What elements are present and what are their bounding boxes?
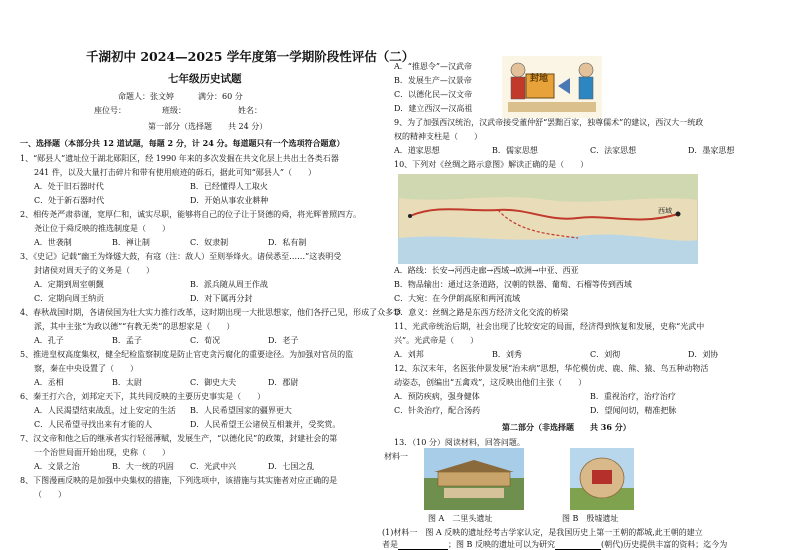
q11-option-a: A．刘邦 <box>394 350 424 359</box>
seat-line: 座位号： 班级： 姓名： <box>94 106 262 115</box>
q9-option-c: C．法家思想 <box>590 146 637 155</box>
q1-stem-2: 241 件，以及大量打击碎片和带有使用痕迹的砾石，据此可知“郧县人”（ ） <box>34 168 316 177</box>
q4-option-a: A．孔子 <box>34 336 64 345</box>
q12-option-b: B．重视治疗，治疗治疗 <box>590 392 676 401</box>
q3-option-b: B．派兵随从周王作战 <box>190 280 268 289</box>
q10-option-d: D．意义：丝绸之路是东西方经济文化交流的桥梁 <box>394 308 569 317</box>
q7-option-d: D．七国之乱 <box>268 462 315 471</box>
part1-heading: 第一部分（选择题 共 24 分） <box>148 122 268 131</box>
silk-road-map <box>398 174 698 264</box>
q11-stem-2: 兴”。光武帝是（ ） <box>394 336 479 345</box>
q12-stem-2: 动姿态，创编出“五禽戏”，这反映出他们主张（ ） <box>394 378 587 387</box>
q3-stem-1: 3、《史记》记载“幽王为烽燧大鼓，有寇（注：敌人）至则举烽火。诸侯悉至……”这表明受 <box>20 252 342 261</box>
q5-option-d: D．郡尉 <box>268 378 299 387</box>
q8-stem-2: （ ） <box>34 490 66 499</box>
exam-title: 千湖初中 2024—2025 学年度第一学期阶段性评估（二） <box>86 49 415 64</box>
q3-stem-2: 封诸侯对周天子的义务是（ ） <box>34 266 154 275</box>
q5-option-c: C．御史大夫 <box>190 378 237 387</box>
q8-option-b: B．发展生产—汉景帝 <box>394 76 472 85</box>
q13-question-1b-part3: (朝代)历史提供丰富的资料；迄今为 <box>600 540 728 549</box>
erlitou-photo <box>424 448 524 510</box>
q2-option-a: A．世袭制 <box>34 238 72 247</box>
q3-option-c: C．定期向周王纳贡 <box>34 294 105 303</box>
q6-option-c: C．人民希望寻找出来有才能的人 <box>34 420 153 429</box>
author-line: 命题人：张文婷 满分：60 分 <box>118 92 243 101</box>
q13-question-1b-part1: 者是 <box>382 540 398 549</box>
q11-option-d: D．刘协 <box>688 350 719 359</box>
q11-option-c: C．刘彻 <box>590 350 621 359</box>
q8-option-c: C．以德化民—汉文帝 <box>394 90 473 99</box>
q12-option-d: D．望闻问切，精准把脉 <box>590 406 677 415</box>
cartoon-image <box>502 56 602 118</box>
right-column <box>382 0 794 550</box>
q10-stem-1: 10、下列对《丝绸之路示意图》解读正确的是（ ） <box>394 160 589 169</box>
q11-option-b: B．刘秀 <box>492 350 522 359</box>
q9-option-d: D．墨家思想 <box>688 146 735 155</box>
q3-option-a: A．定期到周室朝觐 <box>34 280 104 289</box>
q6-option-d: D．人民希望王公诸侯互相兼并，受奖赏。 <box>190 420 341 429</box>
exam-subtitle: 七年级历史试题 <box>168 73 242 85</box>
q1-stem-1: 1、“郧县人”遗址位于湖北郧阳区，经 1990 年来的多次发掘在共文化层上共出土各类石器 <box>20 154 339 163</box>
q5-option-a: A．丞相 <box>34 378 64 387</box>
q7-stem-1: 7、汉文帝和他之后的继承者实行轻徭薄赋，发展生产，“以德化民”的政策，封建社会的第 <box>20 434 338 443</box>
q4-option-d: D．老子 <box>268 336 299 345</box>
q2-stem-2: 尧让位于舜反映的推选制度是（ ） <box>34 224 170 233</box>
q7-option-c: C．光武中兴 <box>190 462 237 471</box>
q4-option-c: C．荀况 <box>190 336 221 345</box>
material-label: 材料一 <box>384 452 408 461</box>
q12-option-c: C．针灸治疗，配合汤药 <box>394 406 481 415</box>
q9-option-a: A．道家思想 <box>394 146 440 155</box>
q6-option-b: B．人民希望国家的疆界更大 <box>190 406 292 415</box>
q5-stem-1: 5、推进皇权高度集权，健全纪检监察制度是防止官吏贪污腐化的重要途径。为加强对官员的监 <box>20 350 354 359</box>
q4-stem-2: 派，其中主张“为政以德”“有教无类”的思想家是（ ） <box>34 322 235 331</box>
q2-option-b: B．禅让制 <box>112 238 150 247</box>
q6-option-a: A．人民渴望结束战乱，过上安定的生活 <box>34 406 176 415</box>
q2-option-d: D．私有制 <box>268 238 307 247</box>
map-region-label: 西域 <box>658 207 672 215</box>
q12-stem-1: 12、东汉末年，名医张仲景发展“治未病”思想，华佗模仿虎、鹿、熊、猿、鸟五种动物活 <box>394 364 709 373</box>
q9-stem-2: 权的精神支柱是（ ） <box>394 132 482 141</box>
q13-question-1b <box>382 540 727 550</box>
q2-stem-1: 2、相传尧严肃恭谨，宽厚仁和，诚实尽职，能够将自己的位子让于贤德的舜，将光辉普照四方。 <box>20 210 362 219</box>
q4-stem-1: 4、春秋战国时期，各诸侯国为壮大实力推行改革，这时期出现一大批思想家，他们各抒己见，形成了众多学 <box>20 308 402 317</box>
q9-stem-1: 9、为了加强西汉统治，汉武帝接受董仲舒“罢黜百家，独尊儒术”的建议，西汉大一统政 <box>394 118 704 127</box>
q10-option-c: C．大宛：在今伊朗高原和两河流域 <box>394 294 521 303</box>
yinxu-photo <box>570 448 634 510</box>
q13-stem: 13．（10 分）阅读材料，回答问题。 <box>394 438 525 447</box>
q10-option-a: A．路线：长安→河西走廊→西域→欧洲→中亚、西亚 <box>394 266 579 275</box>
q1-option-b: B．已经懂得人工取火 <box>190 182 268 191</box>
q6-stem-1: 6、秦王打六合，刘邦定天下，其共同反映的主要历史事实是（ ） <box>20 392 266 401</box>
q12-option-a: A．预防疾病，强身健体 <box>394 392 480 401</box>
q8-stem-1: 8、下图漫画反映的是加强中央集权的措施，下列选项中，该措施与其实施者对应正确的是 <box>20 476 338 485</box>
part1-instructions: 一、选择题（本部分共 12 道试题，每题 2 分，计 24 分。每道题只有一个选项符合题意） <box>20 138 345 148</box>
q13-question-1b-part2: ；图 B 反映的遗址可以为研究 <box>448 540 555 549</box>
cartoon-label: 封地 <box>530 74 549 84</box>
q7-option-b: B．大一统的巩固 <box>112 462 174 471</box>
part2-heading: 第二部分（非选择题 共 36 分） <box>502 422 631 432</box>
q8-option-a: A．“推恩令”—汉武帝 <box>394 62 472 71</box>
figure-a-caption: 图 A 二里头遗址 <box>428 514 493 523</box>
q1-option-a: A．处于旧石器时代 <box>34 182 104 191</box>
q5-stem-2: 察，秦在中央设置了（ ） <box>34 364 138 373</box>
q13-question-1a: (1)材料一 图 A 反映的遗址经考古学家认定，是我国历史上第一王朝的都城,此王朝的建立 <box>382 528 703 537</box>
q2-option-c: C．奴隶制 <box>190 238 229 247</box>
q1-option-c: C．处于新石器时代 <box>34 196 105 205</box>
q3-option-d: D．对下属再分封 <box>190 294 253 303</box>
q5-option-b: B．太尉 <box>112 378 142 387</box>
q8-option-d: D．建立西汉—汉高祖 <box>394 104 473 113</box>
q7-option-a: A．文景之治 <box>34 462 80 471</box>
figure-b-caption: 图 B 殷墟遗址 <box>562 514 619 523</box>
q9-option-b: B．儒家思想 <box>492 146 538 155</box>
q11-stem-1: 11、光武帝统治后期，社会出现了比较安定的局面，经济得到恢复和发展，史称“光武中 <box>394 322 705 331</box>
q1-option-d: D．开始从事农业耕种 <box>190 196 269 205</box>
q4-option-b: B．孟子 <box>112 336 142 345</box>
q7-stem-2: 一个治世局面开始出现，史称（ ） <box>34 448 170 457</box>
q10-option-b: B．物品输出：通过这条道路，汉朝的铁器、葡萄、石榴等传到西域 <box>394 280 632 289</box>
